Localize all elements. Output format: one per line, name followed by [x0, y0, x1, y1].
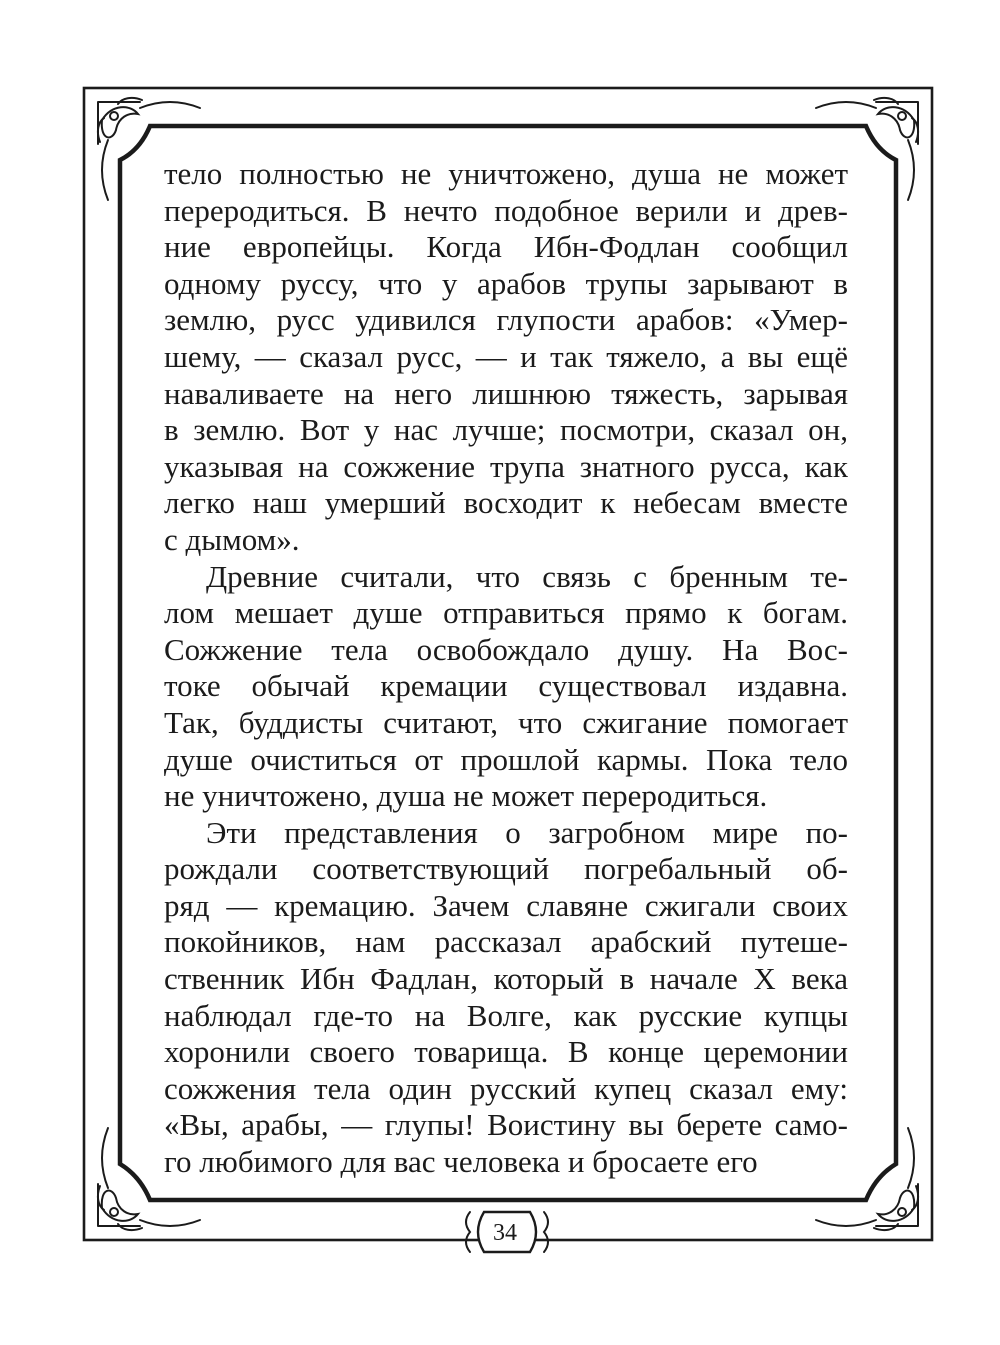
- text-line: наблюдал где-то на Волге, как русские купцы: [164, 997, 848, 1033]
- text-line: ственник Ибн Фадлан, который в начале X века: [164, 961, 848, 997]
- paragraph: [164, 815, 848, 1181]
- page-number: 34: [493, 1220, 517, 1246]
- text-line: тело полностью не уничтожено, душа не может: [164, 156, 848, 191]
- text-line: легко наш умерший восходит к небесам вместе: [164, 485, 848, 521]
- text-line: токе обычай кремации существовал издавна.: [164, 668, 848, 704]
- text-line: хоронили своего товарища. В конце церемонии: [164, 1034, 848, 1070]
- text-line: сожжения тела один русский купец сказал ему:: [164, 1070, 848, 1106]
- text-line: Древние считали, что связь с бренным те-: [206, 558, 848, 594]
- text-line: ние европейцы. Когда Ибн-Фодлан сообщил: [164, 229, 848, 265]
- text-line: ряд — кремацию. Зачем славяне сжигали своих: [164, 887, 848, 923]
- paragraph: [164, 559, 848, 815]
- text-line: землю, русс удивился глупости арабов: «Умер-: [164, 302, 848, 338]
- text-line: указывая на сожжение трупа знатного русса, как: [164, 448, 848, 484]
- text-line: покойников, нам рассказал арабский путеше-: [164, 924, 848, 960]
- text-line: рождали соответствующий погребальный об-: [164, 851, 848, 887]
- text-line: не уничтожено, душа не может переродиться.: [164, 778, 768, 814]
- text-line: душе очиститься от прошлой кармы. Пока тело: [164, 741, 848, 777]
- text-line: лом мешает душе отправиться прямо к богам.: [164, 595, 848, 631]
- text-line: Сожжение тела освобождало душу. На Вос-: [164, 631, 848, 667]
- text-line: «Вы, арабы, — глупы! Воистину вы берете само-: [164, 1107, 848, 1143]
- paragraph: [164, 156, 848, 559]
- text-line: одному руссу, что у арабов трупы зарывают в: [164, 265, 848, 301]
- text-line: в землю. Вот у нас лучше; посмотри, сказал он,: [164, 412, 848, 448]
- text-line: Так, буддисты считают, что сжигание помогает: [164, 704, 848, 740]
- text-line: Эти представления о загробном мире по-: [206, 814, 848, 850]
- text-line: наваливаете на него лишнюю тяжесть, зарывая: [164, 375, 848, 411]
- text-line: шему, — сказал русс, — и так тяжело, а вы ещё: [164, 338, 848, 374]
- text-line: переродиться. В нечто подобное верили и древ-: [164, 192, 848, 228]
- text-line: го любимого для вас человека и бросаете его: [164, 1144, 758, 1180]
- body-text: [164, 156, 848, 1181]
- text-line: с дымом».: [164, 521, 300, 557]
